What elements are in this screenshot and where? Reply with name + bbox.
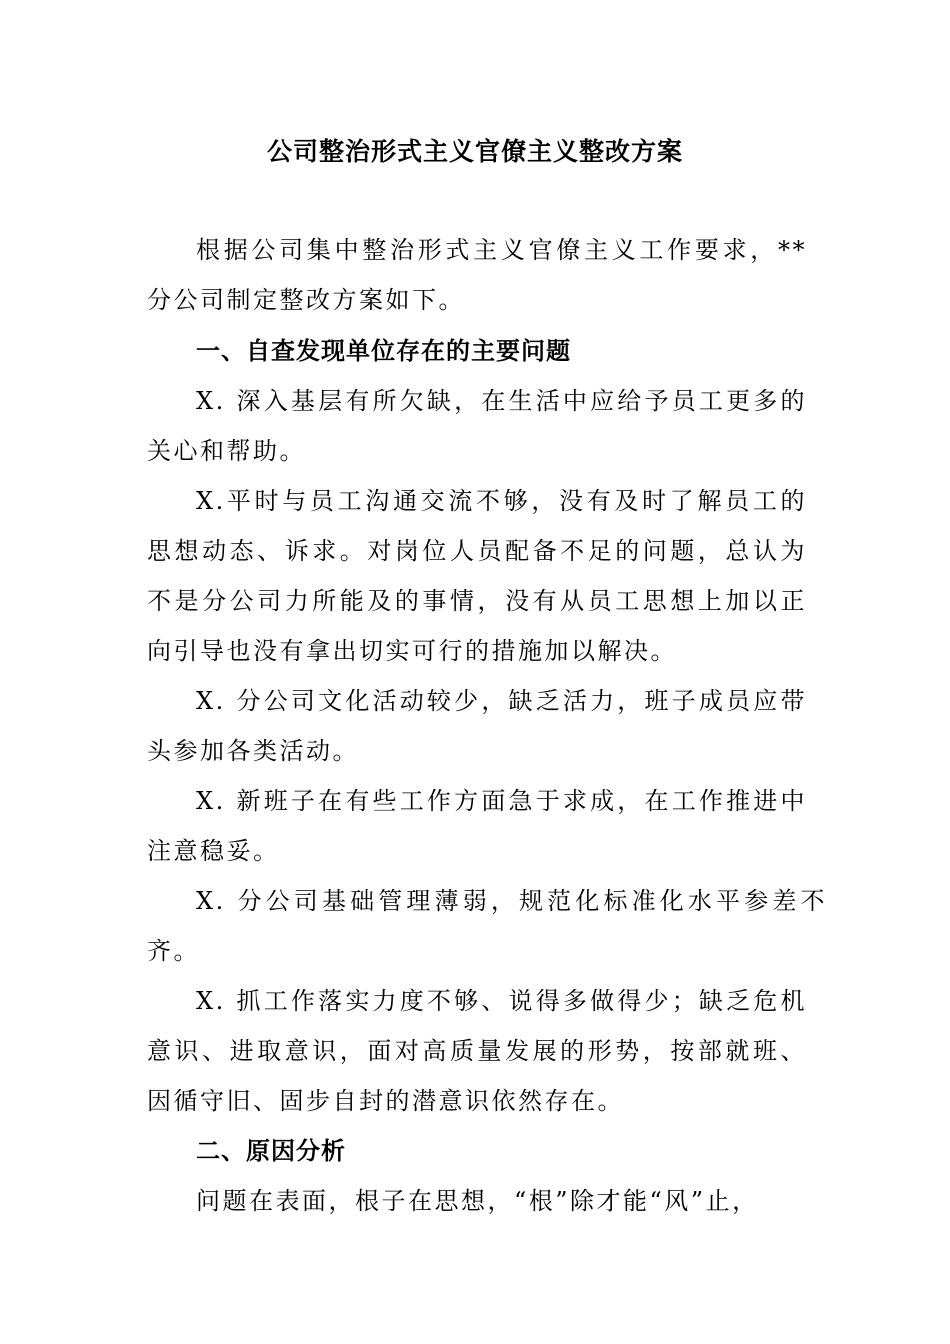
section-heading-2: 二、原因分析 (196, 1137, 346, 1165)
section-heading-1: 一、自查发现单位存在的主要问题 (196, 337, 571, 365)
intro-paragraph: 根据公司集中整治形式主义官僚主义工作要求，**分公司制定整改方案如下。 (147, 236, 807, 314)
problem-item-1: X. 深入基层有所欠缺，在生活中应给予员工更多的关心和帮助。 (147, 387, 807, 465)
problem-item-2: X.平时与员工沟通交流不够，没有及时了解员工的思想动态、诉求。对岗位人员配备不足的问题，总认为不是分公司力所能及的事情，没有从员工思想上加以正向引导也没有拿出切实可行的措施加以解决。 (147, 487, 807, 665)
problem-item-5: X. 分公司基础管理薄弱，规范化标准化水平参差不齐。 (147, 887, 827, 965)
problem-item-3: X. 分公司文化活动较少，缺乏活力，班子成员应带头参加各类活动。 (147, 687, 807, 765)
document-title: 公司整治形式主义官僚主义整改方案 (266, 137, 683, 166)
problem-item-6: X. 抓工作落实力度不够、说得多做得少；缺乏危机意识、进取意识，面对高质量发展的形势，按部就班、因循守旧、固步自封的潜意识依然存在。 (147, 987, 807, 1115)
analysis-paragraph: 问题在表面，根子在思想，“根”除才能“风”止， (196, 1187, 759, 1215)
problem-item-4: X. 新班子在有些工作方面急于求成，在工作推进中注意稳妥。 (147, 787, 807, 865)
